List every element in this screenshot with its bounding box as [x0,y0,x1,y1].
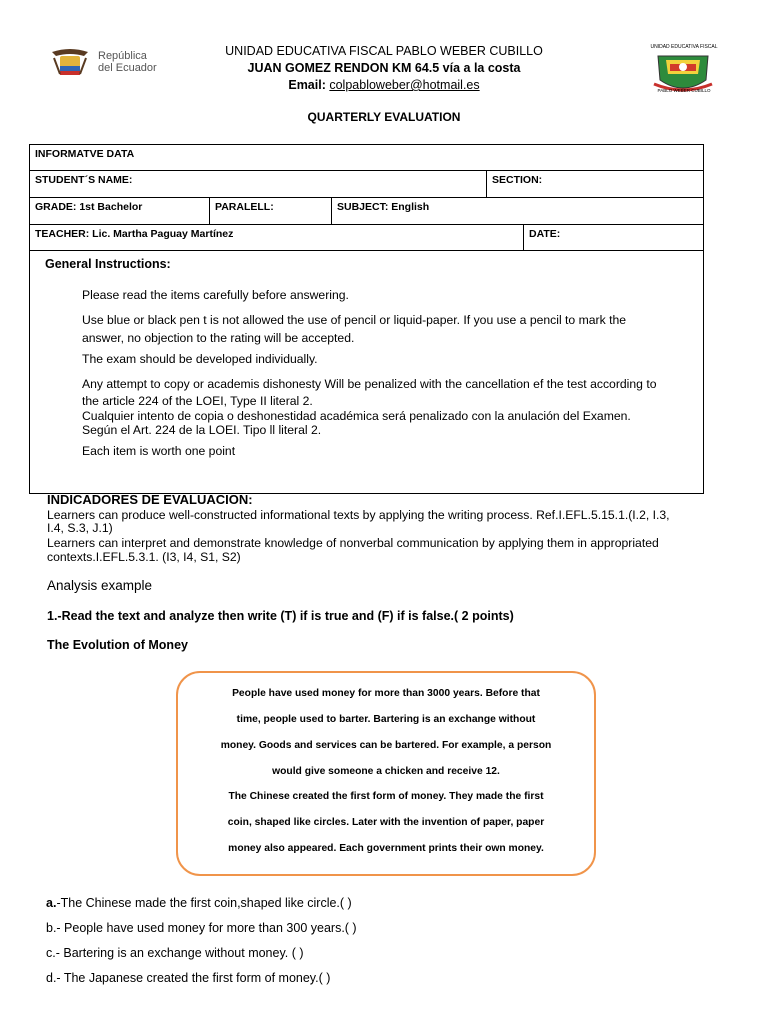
date-field[interactable]: DATE: [523,225,703,250]
statement-text[interactable]: c.- Bartering is an exchange without money. ( ) [46,946,304,960]
statement-text[interactable]: b.- People have used money for more than 300 years.( ) [46,921,357,935]
email-label: Email: [288,78,330,92]
reading-line: coin, shaped like circles. Later with the invention of paper, paper [227,817,545,828]
parallel-field[interactable]: PARALELL: [209,198,331,224]
instruction-item: The exam should be developed individually. [82,352,318,366]
crest-top-text: UNIDAD EDUCATIVA FISCAL [650,44,718,50]
reading-line: would give someone a chicken and receive 12. [272,766,500,777]
crest-bottom-text: PABLO WEBER CUBILLO [657,88,711,93]
indicator-line: Learners can produce well-constructed informational texts by applying the writing process. Ref.I.EFL.5.15.1.(I.2, I.3, [47,508,670,522]
grade-field: GRADE: 1st Bachelor [35,201,143,213]
logo-left-text: República [98,50,147,62]
statement-prefix: a. [46,896,57,910]
statement-a [46,896,352,910]
logo-left-subtext: del Ecuador [98,62,157,74]
instruction-item-continued: Cualquier intento de copia o deshonestidad académica será penalizado con la anulación del Examen. [82,409,631,423]
school-address: JUAN GOMEZ RENDON KM 64.5 vía a la costa [247,61,521,75]
instruction-item: Please read the items carefully before answering. [82,288,349,302]
statement-d [46,971,330,985]
school-crest-logo [648,44,718,96]
statement-c [46,946,304,960]
table-row-teacher [30,225,703,251]
instruction-item-continued: Según el Art. 224 de la LOEI. Tipo ll literal 2. [82,423,322,437]
reading-line: money. Goods and services can be bartered. For example, a person [220,740,552,751]
instruction-item-continued: answer, no objection to the rating will be accepted. [82,331,355,345]
school-name: UNIDAD EDUCATIVA FISCAL PABLO WEBER CUBILLO [225,44,543,58]
instructions-section [30,251,703,493]
table-row-title [30,145,703,171]
email-link[interactable]: colpabloweber@hotmail.es [329,78,480,92]
analysis-label: Analysis example [47,578,153,593]
instructions-title: General Instructions: [45,257,171,271]
instruction-item-continued: the article 224 of the LOEI, Type II literal 2. [82,394,313,408]
statement-text[interactable]: d.- The Japanese created the first form of money.( ) [46,971,331,985]
instruction-item: Any attempt to copy or academis dishonesty Will be penalized with the cancellation ef the test according to [82,377,657,391]
instruction-item: Each item is worth one point [82,444,236,458]
reading-line: money also appeared. Each government prints their own money. [228,843,544,854]
teacher-field: TEACHER: Lic. Martha Paguay Martínez [35,228,234,240]
indicator-line: Learners can interpret and demonstrate knowledge of nonverbal communication by applying them in appropriated [47,536,659,550]
section-field[interactable]: SECTION: [486,171,703,197]
subject-field: SUBJECT: English [331,198,703,224]
instruction-item: Use blue or black pen t is not allowed the use of pencil or liquid-paper. If you use a pencil to mark the [82,313,627,327]
question-title: 1.-Read the text and analyze then write (T) if is true and (F) if is false.( 2 points) [47,609,514,623]
indicator-line: I.4, S.3, J.1) [47,521,113,535]
statement-b [46,921,357,935]
reading-line: The Chinese created the first form of money. They made the first [228,791,544,802]
reading-line: time, people used to barter. Bartering is an exchange without [236,714,536,725]
reading-text-box [176,671,596,876]
table-row-grade [30,198,703,225]
student-name-field[interactable]: STUDENT´S NAME: [35,174,133,186]
informative-data-table [29,144,704,494]
reading-line: People have used money for more than 3000 years. Before that [232,688,540,699]
evaluation-title: QUARTERLY EVALUATION [307,110,461,124]
reading-title: The Evolution of Money [47,638,188,652]
statement-text[interactable]: -The Chinese made the first coin,shaped like circle.( ) [56,896,352,910]
indicators-title: INDICADORES DE EVALUACION: [47,492,253,507]
indicator-line: contexts.I.EFL.5.3.1. (I3, I4, S1, S2) [47,550,241,564]
table-title: INFORMATVE DATA [35,148,135,160]
table-row-student [30,171,703,198]
